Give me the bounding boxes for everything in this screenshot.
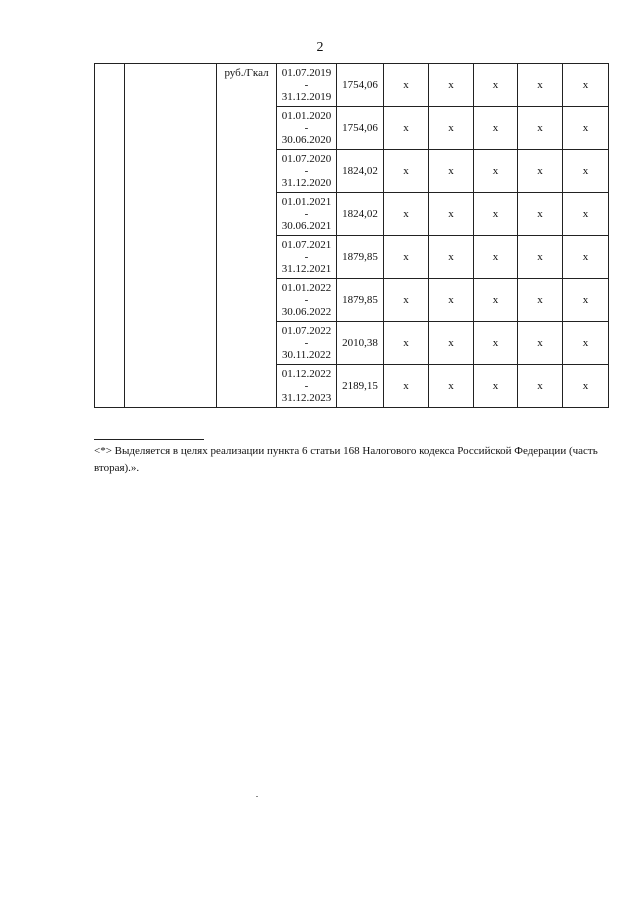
not-applicable-mark: x xyxy=(474,193,518,236)
period-to: 30.11.2022 xyxy=(281,349,332,362)
tariff-value-cell: 1824,02 xyxy=(337,150,384,193)
tariff-value-cell: 2189,15 xyxy=(337,365,384,408)
period-dash: - xyxy=(304,78,309,91)
period-dash: - xyxy=(304,207,309,220)
not-applicable-mark: x xyxy=(563,107,609,150)
period-dash: - xyxy=(304,293,309,306)
not-applicable-mark: x xyxy=(518,64,563,107)
footnote: <*> Выделяется в целях реализации пункта 6 статьи 168 Налогового кодекса Российской Федерации (часть вторая).». xyxy=(94,445,598,475)
not-applicable-mark: x xyxy=(563,322,609,365)
period-cell xyxy=(277,193,337,236)
not-applicable-mark: x xyxy=(384,279,429,322)
period-from: 01.01.2022 xyxy=(281,281,332,294)
not-applicable-mark: x xyxy=(384,193,429,236)
period-cell xyxy=(277,279,337,322)
period-from: 01.07.2019 xyxy=(281,66,332,79)
not-applicable-mark: x xyxy=(384,107,429,150)
not-applicable-mark: x xyxy=(429,365,474,408)
period-to: 30.06.2022 xyxy=(281,306,332,319)
period-from: 01.12.2022 xyxy=(281,367,332,380)
not-applicable-mark: x xyxy=(518,322,563,365)
not-applicable-mark: x xyxy=(384,322,429,365)
not-applicable-mark: x xyxy=(384,236,429,279)
period-from: 01.01.2020 xyxy=(281,109,332,122)
period-to: 31.12.2019 xyxy=(281,91,332,104)
period-dash: - xyxy=(304,379,309,392)
period-from: 01.07.2020 xyxy=(281,152,332,165)
scan-speck xyxy=(256,796,258,797)
tariff-value-cell: 1879,85 xyxy=(337,236,384,279)
page-number: 2 xyxy=(316,40,324,55)
not-applicable-mark: x xyxy=(429,150,474,193)
tariff-value-cell: 2010,38 xyxy=(337,322,384,365)
not-applicable-mark: x xyxy=(384,64,429,107)
not-applicable-mark: x xyxy=(474,64,518,107)
period-to: 30.06.2020 xyxy=(281,134,332,147)
not-applicable-mark: x xyxy=(518,193,563,236)
not-applicable-mark: x xyxy=(563,279,609,322)
tariff-value-cell: 1754,06 xyxy=(337,107,384,150)
not-applicable-mark: x xyxy=(429,236,474,279)
period-cell xyxy=(277,365,337,408)
not-applicable-mark: x xyxy=(429,322,474,365)
tariff-value-cell: 1879,85 xyxy=(337,279,384,322)
not-applicable-mark: x xyxy=(474,236,518,279)
not-applicable-mark: x xyxy=(563,236,609,279)
period-to: 31.12.2020 xyxy=(281,177,332,190)
not-applicable-mark: x xyxy=(429,64,474,107)
not-applicable-mark: x xyxy=(563,365,609,408)
tariff-table xyxy=(94,63,609,408)
period-dash: - xyxy=(304,121,309,134)
table-row xyxy=(95,64,609,107)
not-applicable-mark: x xyxy=(429,279,474,322)
not-applicable-mark: x xyxy=(474,322,518,365)
period-cell xyxy=(277,107,337,150)
not-applicable-mark: x xyxy=(384,150,429,193)
tariff-value-cell: 1824,02 xyxy=(337,193,384,236)
period-from: 01.01.2021 xyxy=(281,195,332,208)
period-to: 31.12.2023 xyxy=(281,392,332,405)
tariff-value-cell: 1754,06 xyxy=(337,64,384,107)
not-applicable-mark: x xyxy=(474,107,518,150)
footnote-divider xyxy=(94,439,204,440)
period-cell xyxy=(277,322,337,365)
empty-cell-name xyxy=(125,64,217,408)
not-applicable-mark: x xyxy=(518,279,563,322)
not-applicable-mark: x xyxy=(429,193,474,236)
not-applicable-mark: x xyxy=(474,279,518,322)
empty-cell-number xyxy=(95,64,125,408)
not-applicable-mark: x xyxy=(518,107,563,150)
period-cell xyxy=(277,64,337,107)
not-applicable-mark: x xyxy=(429,107,474,150)
period-to: 30.06.2021 xyxy=(281,220,332,233)
period-to: 31.12.2021 xyxy=(281,263,332,276)
period-cell xyxy=(277,236,337,279)
period-from: 01.07.2022 xyxy=(281,324,332,337)
period-from: 01.07.2021 xyxy=(281,238,332,251)
not-applicable-mark: x xyxy=(474,365,518,408)
tariff-table-body xyxy=(95,64,609,408)
not-applicable-mark: x xyxy=(518,365,563,408)
not-applicable-mark: x xyxy=(384,365,429,408)
not-applicable-mark: x xyxy=(474,150,518,193)
not-applicable-mark: x xyxy=(563,64,609,107)
period-dash: - xyxy=(304,336,309,349)
not-applicable-mark: x xyxy=(518,236,563,279)
not-applicable-mark: x xyxy=(563,150,609,193)
unit-cell: руб./Гкал xyxy=(217,64,277,408)
period-dash: - xyxy=(304,164,309,177)
not-applicable-mark: x xyxy=(518,150,563,193)
period-dash: - xyxy=(304,250,309,263)
period-cell xyxy=(277,150,337,193)
not-applicable-mark: x xyxy=(563,193,609,236)
